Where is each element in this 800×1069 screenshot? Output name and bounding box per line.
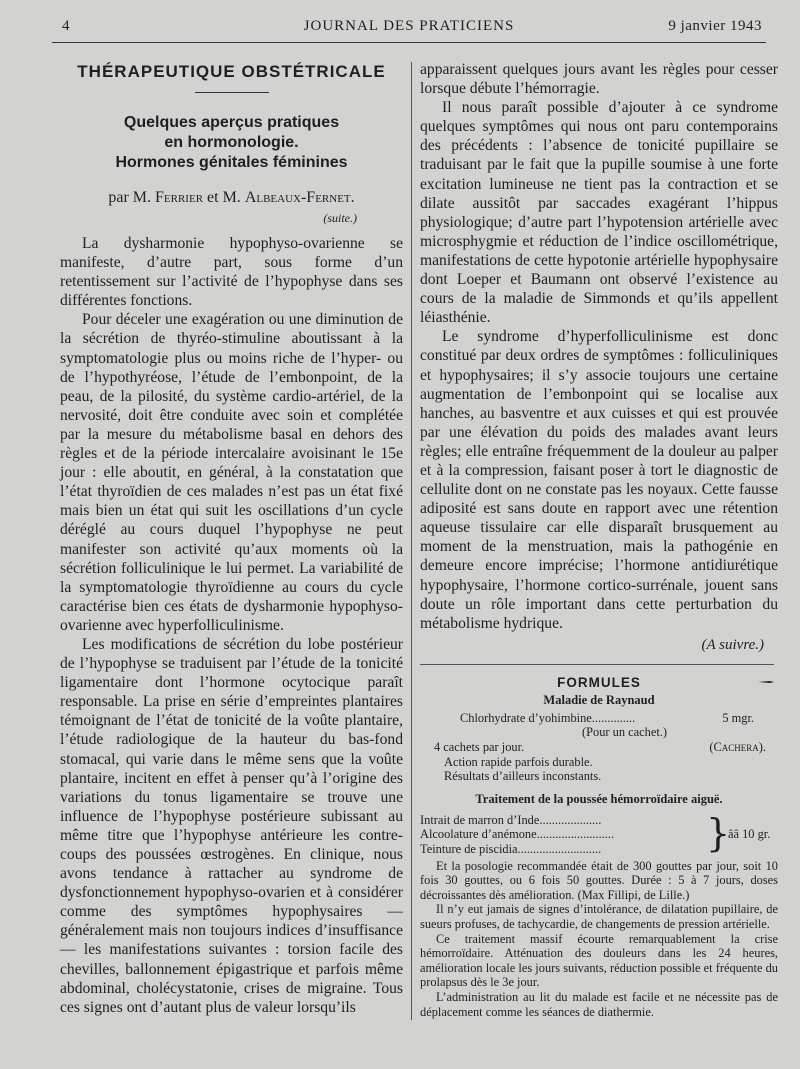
hemorrhoid-note: Et la posologie recommandée était de 300 gouttes par jour, soit 10 fois 30 gouttes, ou 6 fois 50 gouttes. Durée : 5 à 7 jours, doses décroissantes dès amélioration. (Max Fillipi, de Lille.) <box>420 858 778 902</box>
hemorrhoid-formula <box>420 810 778 1019</box>
ingredient-anemone: Alcoolature d’anémone......................... <box>420 827 615 842</box>
ingredient-marron: Intrait de marron d’Inde.................... <box>420 812 602 827</box>
rx-per-cachet: (Pour un cachet.) <box>582 725 667 740</box>
paragraph: Les modifications de sécrétion du lobe postérieur de l’hypophyse se traduisent par l’étude de la tonicité ligamentaire dont l’hormone ocytocique paraît responsable. La prise en série d’empreintes plantaires témoignant de l’état de tonicité de la voûte plantaire, l’étude radiologique de la hauteur du bas-fond stomacal, qui varie dans le même sens que la voûte plantaire, incitent en effet à penser qu’à l’origine des variations du tonus ligamentaire se trouve une influence de l’hypophyse postérieure subissant au même titre que l’hypophyse antérieure les contre-coups des poussées œstrogènes. En clinique, nous avons tendance à rattacher au syndrome de dysfonctionnement hypophyso-ovarien et à considérer comme des symptômes hypophysaires — généralement mais non toujours indices d’insuffisance — les manifestations suivantes : torsion facile des chevilles, ballonnement épigastrique et parfois même abdominal, cholécystatonie, crises de migraine. Tous ces signes ont d’autant plus de valeur lorsqu’ils <box>60 635 403 1016</box>
article-title <box>60 113 403 173</box>
column-divider <box>411 62 412 1020</box>
suite-note: (suite.) <box>323 211 357 225</box>
brace-icon: } <box>706 810 731 855</box>
article-authors <box>60 189 403 207</box>
author-prefix: par M. <box>108 189 152 206</box>
paragraph: Pour déceler une exagération ou une diminution de la sécrétion de thyréo-stimuline aboutissant à la symptomatologie plus ou moins riche de l’hyper- ou de l’hypothyréose, l’étude de l’embonpoint, de la peau, de la pilosité, du système cardio-artériel, de la nervosité, doit être conduite avec soin et complétée par la mesure du métabolisme basal en dehors des règles et de la période intercalaire avoisinant le 15e jour : elle aboutit, en général, à la constatation que l’état thyroïdien de ces malades n’est pas un état fixé mais bien un état qui suit les oscillations d’un cycle déréglé au cours duquel l’hypophyse ne peut manifester son activité qu’aux moments où la sécrétion folliculinique le lui permet. La variabilité de la symptomatologie thyroïdienne au cours du cycle caractérise bien ces états de dysharmonie hypophyso-ovarienne avec hyperfolliculinisme. <box>60 311 403 634</box>
hemorrhoid-note: Il n’y eut jamais de signes d’intolérance, de dilatation pupillaire, de sueurs profuses, de tachycardie, de changements de pression artérielle. <box>420 902 778 931</box>
formules-title <box>420 675 778 690</box>
article-title-line-1: Quelques aperçus pratiques <box>123 114 340 131</box>
pointer-arrow-icon <box>758 679 774 685</box>
left-body <box>60 234 403 1017</box>
header-rule <box>52 42 766 43</box>
formules-title-text: FORMULES <box>557 674 641 690</box>
raynaud-title: Maladie de Raynaud <box>543 692 655 707</box>
rx-results: Résultats d’ailleurs inconstants. <box>444 769 602 784</box>
rx-yohimbine <box>420 711 778 726</box>
rx-dose: 5 mgr. <box>722 710 754 725</box>
hemorrhoid-recipe <box>420 810 778 857</box>
rx-action: Action rapide parfois durable. <box>444 754 593 769</box>
article-title-line-2: en hormonologie. <box>164 134 299 151</box>
paragraph: Il nous paraît possible d’ajouter à ce syndrome quelques symptômes qui nous ont paru contemporains des précédents : l’absence de tonicité pupillaire se traduisant par le fait que la pupille soumise à une forte excitation lumineuse ne tient pas la contraction et se dilate aussitôt par saccades exagérant l’hippus physiologique; d’autre part l’hypotension artérielle avec microsphygmie et réduction de l’indice oscillométrique, manifestations de cette hypotonie artérielle hypophysaire dont Loeper et Baumann ont observé l’existence au cours de la maladie de Simmonds et qu’ils appellent léiasthénie. <box>420 99 778 327</box>
right-body <box>420 60 778 633</box>
rx-cachets: 4 cachets par jour. <box>434 740 525 754</box>
left-column <box>60 60 403 1017</box>
raynaud-formula <box>420 711 778 784</box>
section-title: THÉRAPEUTIQUE OBSTÉTRICALE <box>77 62 386 81</box>
author-join: et M. <box>207 189 241 206</box>
paragraph: Le syndrome d’hyperfolliculinisme est donc constitué par deux ordres de symptômes : folliculiniques et hypophysaires; il s’y associe toujours une certaine augmentation de l’embonpoint qui se localise aux hanches, au basventre et aux cuisses et qui est prouvée par une élévation du poids des malades avant leurs règles; elle entraîne fréquemment de la douleur au palper et à la compression, faisant poser à tort le diagnostic de cellulite dont on ne constate pas les noyaux. Cette fausse adiposité est sans doute en rapport avec une rétention aqueuse tissulaire car elle disparaît brusquement au moment de la menstruation, mais la pathogénie en demeure encore imprécise; l’hormone antidiurétique hypophysaire, l’hormone cortico-surrénale, jouent sans doute un rôle important dans cette perturbation du métabolisme hydrique. <box>420 328 778 632</box>
page-number: 4 <box>62 18 70 34</box>
rx-ingredient: Chlorhydrate d’yohimbine.............. <box>460 710 636 725</box>
paragraph: apparaissent quelques jours avant les règles pour cesser lorsque débute l’hémorragie. <box>420 61 778 98</box>
rx-brand: (Cachera). <box>709 740 766 754</box>
formules-rule <box>420 664 774 665</box>
ingredient-dose: ââ 10 gr. <box>728 826 771 841</box>
paragraph: La dysharmonie hypophyso-ovarienne se manifeste, d’autre part, sous forme d’un retentissement sur l’activité de l’hypophyse dans ses différentes fonctions. <box>60 235 403 310</box>
right-column <box>420 60 778 1019</box>
issue-date: 9 janvier 1943 <box>668 18 762 34</box>
rx-cachets-row <box>420 740 778 755</box>
hemorrhoid-title: Traitement de la poussée hémorroïdaire aiguë. <box>475 791 723 806</box>
to-follow-note: (A suivre.) <box>701 636 764 653</box>
author-albeaux-fernet: Albeaux-Fernet. <box>244 189 355 206</box>
author-ferrier: Ferrier <box>155 189 204 206</box>
journal-title: JOURNAL DES PRATICIENS <box>303 18 515 34</box>
title-rule <box>195 92 269 93</box>
page-header <box>52 16 766 40</box>
article-title-line-3: Hormones génitales féminines <box>115 154 348 171</box>
ingredient-piscidia: Teinture de piscidia........................... <box>420 841 602 856</box>
hemorrhoid-note: L’administration au lit du malade est facile et ne nécessite pas de déplacement comme les séances de diathermie. <box>420 989 778 1019</box>
hemorrhoid-note: Ce traitement massif écourte remarquablement la crise hémorroïdaire. Atténuation des douleurs dans les 24 heures, amélioration locale les jours suivants, réduction possible et fréquente du prolapsus dès le 3e jour. <box>420 931 778 990</box>
